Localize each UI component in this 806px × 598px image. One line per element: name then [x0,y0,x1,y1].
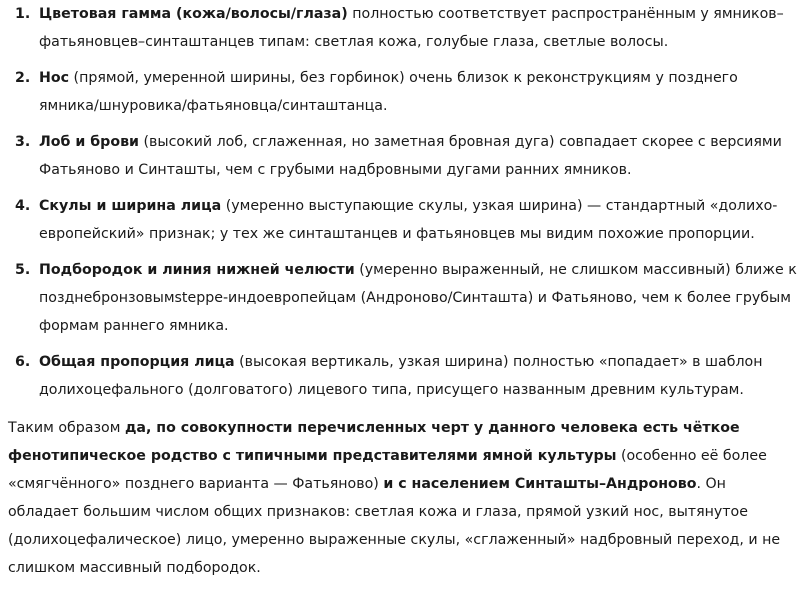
list-number: 4. [15,198,31,214]
list-item [8,64,800,120]
trait-text: (умеренно выступающие скулы, узкая ширина) — стандартный «долихо-европейский» признак; у тех же синташтанцев и фатьяновцев мы видим похожие пропорции. [39,198,778,242]
list-item [8,256,800,340]
list-number: 1. [15,6,31,22]
trait-text: (высокая вертикаль, узкая ширина) полностью «попадает» в шаблон долихоцефального (долговатого) лицевого типа, присущего названным древним культурам. [39,354,763,398]
list-item [8,0,800,56]
list-number: 3. [15,134,31,150]
list-number: 6. [15,354,31,370]
conclusion-text: Таким образом [8,420,125,436]
list-item [8,348,800,404]
conclusion-bold: да, по совокупности перечисленных черт у данного человека есть чёткое фенотипическое родство с типичными представителями ямной культуры [8,420,740,464]
list-item [8,192,800,248]
conclusion-bold: и с населением Синташты–Андроново [383,476,697,492]
trait-title: Лоб и брови [39,134,139,150]
trait-title: Скулы и ширина лица [39,198,222,214]
traits-list [8,0,800,404]
trait-title: Цветовая гамма (кожа/волосы/глаза) [39,6,348,22]
trait-title: Подбородок и линия нижней челюсти [39,262,355,278]
list-number: 2. [15,70,31,86]
trait-title: Общая пропорция лица [39,354,235,370]
conclusion-paragraph [8,414,800,582]
list-number: 5. [15,262,31,278]
trait-text: (умеренно выраженный, не слишком массивный) ближе к позднебронзовымsteppe-индоевропейцам (Андроново/Синташта) и Фатьяново, чем к более грубым формам раннего ямника. [39,262,797,334]
trait-text: (прямой, умеренной ширины, без горбинок) очень близок к реконструкциям у позднего ямника/шнуровика/фатьяновца/синташтанца. [39,70,738,114]
conclusion-text: . Он обладает большим числом общих признаков: светлая кожа и глаза, прямой узкий нос, вытянутое (долихоцефалическое) лицо, умеренно выраженные скулы, «сглаженный» надбровный переход, и не слишком массивный подбородок. [8,476,781,576]
trait-text: (высокий лоб, сглаженная, но заметная бровная дуга) совпадает скорее с версиями Фатьяново и Синташты, чем с грубыми надбровными дугами ранних ямников. [39,134,782,178]
trait-text: полностью соответствует распространённым у ямников–фатьяновцев–синташтанцев типам: светлая кожа, голубые глаза, светлые волосы. [39,6,784,50]
list-item [8,128,800,184]
trait-title: Нос [39,70,70,86]
conclusion-text: (особенно её более «смягчённого» позднего варианта — Фатьяново) [8,448,767,492]
answer-document [8,0,800,582]
